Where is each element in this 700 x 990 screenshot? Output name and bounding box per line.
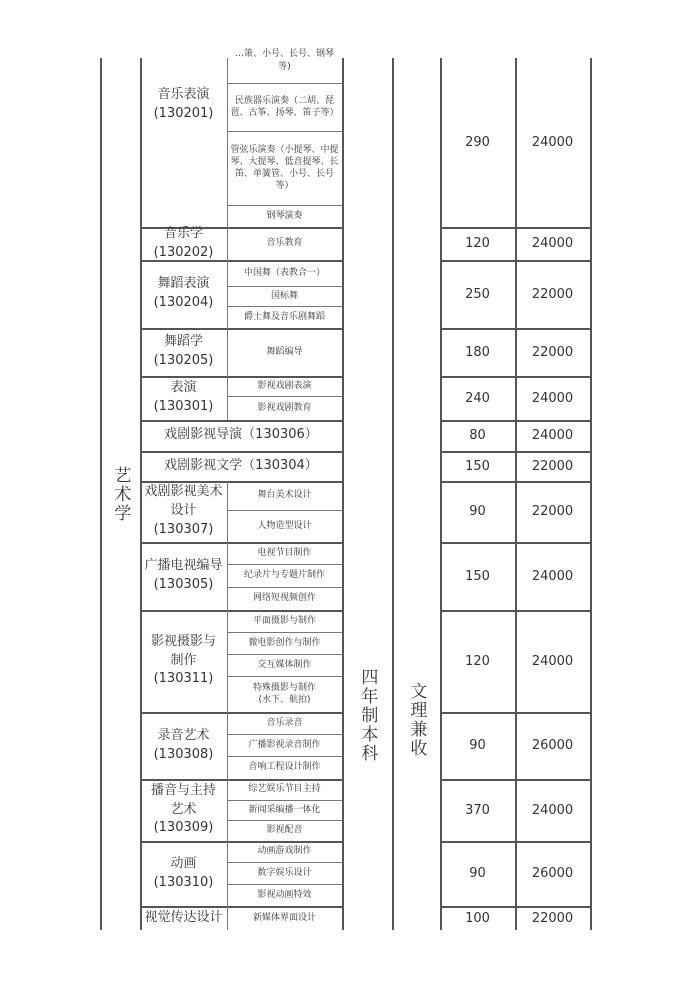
major-direction-text: 影视配音 [266,825,303,836]
major-name [140,376,227,420]
major-direction-text: 音乐教育 [266,238,303,249]
major-name-text: 动画 (130310) [153,855,214,890]
major-direction [230,328,339,376]
major-direction [230,841,339,862]
major-direction-text: 中国舞（表教合一） [243,267,325,278]
major-direction-text: 人物造型设计 [257,520,312,531]
tuition-fee [515,376,590,420]
tuition-fee-text: 22000 [531,344,574,360]
enrollment-quota-text: 150 [465,568,490,584]
major-direction [230,481,339,510]
major-name-text: 影视摄影与 制作 (130311) [150,633,216,687]
major-direction-text: 平面摄影与制作 [252,615,316,626]
enrollment-quota [440,260,515,328]
tuition-fee-text: 24000 [531,428,574,443]
enrollment-quota [440,451,515,481]
tuition-fee [515,451,590,481]
major-name [140,420,342,451]
enrollment-quota-text: 90 [469,738,486,753]
major-direction-text: 影视戏剧表演 [257,380,312,391]
tuition-fee-text: 26000 [531,866,574,881]
major-direction [230,564,339,587]
major-direction-text: 钢琴演奏 [266,210,303,221]
tuition-fee [515,227,590,260]
major-direction [230,542,339,564]
tuition-fee-text: 22000 [531,458,574,474]
major-name [140,227,227,260]
enrollment-quota-text: 120 [465,236,490,251]
grid-line [227,841,228,906]
major-name-text: 表演 (130301) [153,380,214,414]
major-direction-text: 动画游戏制作 [257,846,312,857]
tuition-fee [515,260,590,328]
major-direction-text: 特殊摄影与制作 (水下、航拍) [252,682,316,705]
enrollment-quota-text: 90 [469,504,486,519]
tuition-fee-text: 26000 [531,738,574,753]
grid-line [227,328,228,376]
tuition-fee-text: 22000 [531,910,574,926]
tuition-fee [515,328,590,376]
enrollment-quota-text: 180 [465,344,490,360]
major-name [140,70,227,140]
tuition-fee [515,841,590,906]
tuition-fee [515,906,590,930]
major-name [140,542,227,610]
major-name [140,610,227,712]
tuition-fee [515,779,590,841]
major-direction-text: 音响工程设计制作 [248,762,321,773]
major-direction [230,83,339,131]
tuition-fee [515,712,590,779]
major-direction-text: 微电影创作与制作 [248,637,321,648]
major-name [140,481,227,542]
major-direction-text: 影视戏剧教育 [257,402,312,413]
enrollment-quota-text: 80 [469,428,486,443]
major-name-text: 播音与主持 艺术 (130309) [150,782,216,836]
grid-line [590,58,592,930]
tuition-fee-text: 22000 [531,504,574,519]
major-direction-text: 影视动画特效 [257,889,312,900]
major-direction-text: 民族器乐演奏（二胡、琵琶、古筝、扬琴、笛子等） [230,95,339,118]
enrollment-quota-text: 290 [465,135,490,150]
enrollment-type [392,640,440,800]
major-direction-text: …箫、小号、长号、钢琴等) [234,49,334,72]
major-direction-text: 广播影视录音制作 [248,739,321,750]
major-direction-text: 爵士舞及音乐剧舞蹈 [243,311,325,322]
tuition-fee [515,420,590,451]
enrollment-type-text: 文理兼收 [406,682,427,758]
major-direction [230,260,339,286]
tuition-fee [515,610,590,712]
major-direction-text: 纪录片与专题片制作 [243,570,325,581]
major-name [140,328,227,376]
category-label [100,58,140,930]
enrollment-quota [440,841,515,906]
tuition-fee [515,58,590,227]
major-direction-text: 交互媒体制作 [257,659,312,670]
tuition-fee-text: 24000 [531,135,574,150]
major-direction-text: 电视节目制作 [257,547,312,558]
major-direction [230,587,339,610]
tuition-fee-text: 24000 [531,390,574,406]
major-direction-text: 舞台美术设计 [257,490,312,501]
major-direction [230,712,339,734]
major-direction [230,779,339,800]
major-direction [230,800,339,820]
major-name-text: 戏剧影视文学（130304） [164,457,318,473]
major-name [140,906,227,930]
enrollment-quota [440,376,515,420]
enrollment-quota [440,481,515,542]
major-direction [230,862,339,884]
major-name-text: 舞蹈表演 (130204) [153,276,214,310]
grid-line [227,227,228,260]
major-name-text: 广播电视编导 (130305) [144,558,223,592]
tuition-fee-text: 24000 [531,568,574,584]
grid-line [227,779,228,841]
major-direction [230,286,339,306]
major-direction-text: 国标舞 [270,290,298,301]
tuition-fee-text: 24000 [531,802,574,818]
major-name-text: 戏剧影视美术 设计 (130307) [144,484,223,537]
category-label-text: 艺术学 [110,465,131,523]
enrollment-quota-text: 120 [465,653,490,669]
grid-line [227,712,228,779]
enrollment-quota-text: 150 [465,458,490,474]
tuition-fee-text: 24000 [531,653,574,669]
major-name-text: 舞蹈学 (130205) [153,334,214,368]
enrollment-quota-text: 240 [465,390,490,406]
grid-line [227,260,228,328]
major-direction [230,820,339,841]
enrollment-quota-text: 90 [469,866,486,881]
grid-line [227,906,228,930]
grid-line [227,481,228,542]
major-name-text: 录音艺术 (130308) [153,727,214,762]
major-direction [230,131,339,205]
major-name [140,841,227,906]
major-direction [230,654,339,676]
major-direction-text: 新闻采编播一体化 [248,804,321,815]
enrollment-quota [440,58,515,227]
major-direction-text: 舞蹈编导 [266,346,303,357]
major-direction [230,38,339,83]
tuition-fee [515,542,590,610]
enrollment-quota [440,906,515,930]
enrollment-quota-text: 250 [465,286,490,302]
major-direction [230,376,339,396]
enrollment-quota [440,328,515,376]
enrollment-quota [440,542,515,610]
major-direction [230,884,339,906]
major-direction [230,734,339,756]
major-direction-text: 数字娱乐设计 [257,867,312,878]
tuition-fee-text: 24000 [531,236,574,251]
major-direction [230,610,339,632]
major-direction [230,676,339,712]
major-name [140,260,227,328]
major-name-text: 戏剧影视导演（130306） [164,427,318,443]
grid-line [227,542,228,610]
major-name-text: 音乐表演 (130201) [153,87,214,121]
major-direction-text: 综艺娱乐节目主持 [248,784,321,795]
major-name [140,712,227,779]
major-direction-text: 网络短视频创作 [252,593,316,604]
enrollment-quota [440,610,515,712]
major-direction [230,227,339,260]
major-direction [230,906,339,930]
tuition-fee-text: 22000 [531,286,574,302]
grid-line [227,610,228,712]
enrollment-quota-text: 370 [465,802,490,818]
enrollment-quota [440,420,515,451]
grid-line [227,376,228,420]
program-length [342,600,392,830]
major-name [140,451,342,481]
major-direction-text: 新媒体界面设计 [252,912,316,923]
major-name-text: 视觉传达设计 [144,909,223,925]
major-direction [230,306,339,328]
major-direction [230,396,339,420]
major-direction [230,632,339,654]
program-length-text: 四年制本科 [357,667,378,763]
major-direction-text: 管弦乐演奏（小提琴、中提琴、大提琴、低音提琴、长笛、单簧管、小号、长号等） [230,144,339,192]
major-direction-text: 音乐录音 [266,717,303,728]
enrollment-quota [440,779,515,841]
major-name-text: 音乐学 (130202) [153,225,214,260]
major-direction [230,205,339,227]
enrollment-quota-text: 100 [465,910,490,926]
enrollment-quota [440,712,515,779]
major-name [140,779,227,841]
major-direction [230,510,339,542]
tuition-fee [515,481,590,542]
enrollment-quota [440,227,515,260]
major-direction [230,756,339,779]
